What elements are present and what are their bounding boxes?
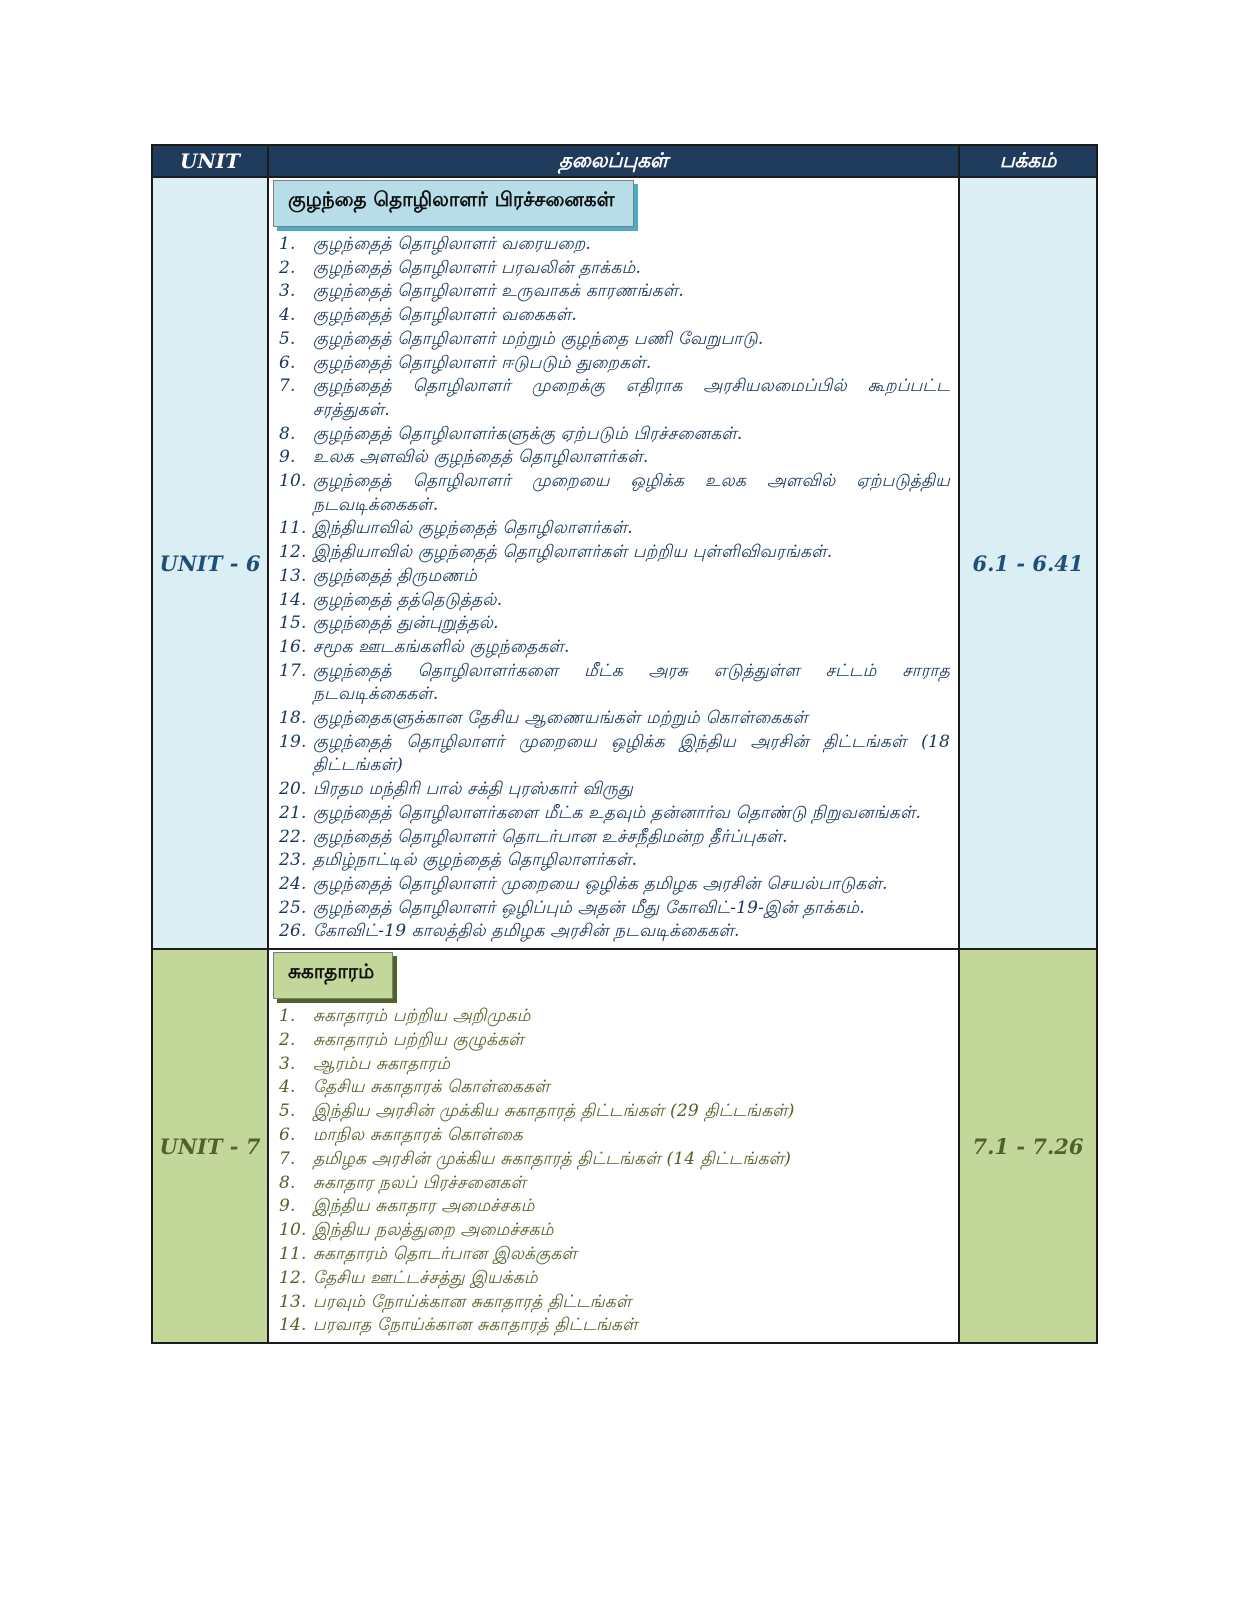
item-text: கோவிட்-19 காலத்தில் தமிழக அரசின் நடவடிக்கைகள். (313, 921, 740, 942)
item-number: 12. (279, 542, 307, 563)
list-item (279, 1219, 950, 1243)
page-range: 7.1 - 7.26 (959, 949, 1097, 1343)
topic-list (273, 1005, 950, 1338)
list-item (279, 517, 950, 541)
item-text: குழந்தைத் தொழிலாளர் உருவாகக் காரணங்கள். (313, 281, 684, 302)
item-number: 12. (279, 1267, 307, 1288)
item-text: குழந்தைத் தொழிலாளர் முறையை ஒழிக்க உலக அளவில் ஏற்படுத்திய நடவடிக்கைகள். (313, 471, 950, 515)
section-title: குழந்தை தொழிலாளர் பிரச்சனைகள் (273, 180, 634, 227)
unit-row-6 (152, 177, 1097, 949)
item-text: குழந்தைகளுக்கான தேசிய ஆணையங்கள் மற்றும் கொள்கைகள் (313, 708, 809, 729)
item-number: 7. (279, 1148, 296, 1169)
list-item (279, 826, 950, 850)
item-text: குழந்தைத் தொழிலாளர் ஈடுபடும் துறைகள். (313, 352, 652, 373)
list-item (279, 849, 950, 873)
topics-cell (268, 949, 959, 1343)
item-text: குழந்தைத் தொழிலாளர்களை மீட்க உதவும் தன்னார்வ தொண்டு நிறுவனங்கள். (313, 802, 922, 823)
item-number: 16. (279, 636, 307, 657)
list-item (279, 897, 950, 921)
list-item (279, 778, 950, 802)
item-text: இந்திய சுகாதார அமைச்சகம் (313, 1196, 535, 1217)
item-text: சுகாதாரம் பற்றிய அறிமுகம் (313, 1006, 531, 1027)
item-number: 3. (279, 281, 296, 302)
item-number: 6. (279, 352, 296, 373)
item-number: 11. (279, 518, 307, 539)
item-number: 3. (279, 1053, 296, 1074)
item-number: 18. (279, 708, 307, 729)
list-item (279, 1005, 950, 1029)
list-item (279, 1243, 950, 1267)
item-number: 22. (279, 826, 307, 847)
list-item (279, 589, 950, 613)
item-number: 10. (279, 1220, 307, 1241)
item-text: குழந்தைத் தொழிலாளர் மற்றும் குழந்தை பணி வேறுபாடு. (313, 328, 764, 349)
header-row (152, 145, 1097, 177)
item-number: 24. (279, 873, 307, 894)
item-number: 9. (279, 447, 296, 468)
item-number: 5. (279, 328, 296, 349)
item-text: இந்திய நலத்துறை அமைச்சகம் (313, 1220, 554, 1241)
item-number: 2. (279, 1029, 296, 1050)
item-number: 23. (279, 850, 307, 871)
item-text: குழந்தைத் துன்புறுத்தல். (313, 613, 499, 634)
item-text: குழந்தைத் தொழிலாளர்களுக்கு ஏற்படும் பிரச்சனைகள். (313, 423, 743, 444)
list-item (279, 565, 950, 589)
item-text: தேசிய சுகாதாரக் கொள்கைகள் (313, 1077, 550, 1098)
item-text: மாநில சுகாதாரக் கொள்கை (313, 1125, 523, 1146)
item-text: ஆரம்ப சுகாதாரம் (313, 1053, 451, 1074)
list-item (279, 375, 950, 422)
list-item (279, 233, 950, 257)
item-text: தேசிய ஊட்டச்சத்து இயக்கம் (313, 1267, 538, 1288)
item-number: 9. (279, 1196, 296, 1217)
item-number: 14. (279, 589, 307, 610)
list-item (279, 873, 950, 897)
list-item (279, 257, 950, 281)
item-text: இந்தியாவில் குழந்தைத் தொழிலாளர்கள் பற்றிய புள்ளிவிவரங்கள். (313, 542, 833, 563)
item-number: 8. (279, 423, 296, 444)
list-item (279, 446, 950, 470)
item-text: குழந்தைத் தொழிலாளர்களை மீட்க அரசு எடுத்துள்ள சட்டம் சாராத நடவடிக்கைகள். (313, 660, 950, 705)
unit-label: UNIT - 6 (152, 177, 268, 949)
item-number: 20. (279, 779, 307, 800)
page-range: 6.1 - 6.41 (959, 177, 1097, 949)
list-item (279, 1195, 950, 1219)
list-item (279, 1314, 950, 1338)
list-item (279, 660, 950, 707)
item-number: 4. (279, 305, 296, 326)
item-number: 4. (279, 1077, 296, 1098)
list-item (279, 1053, 950, 1077)
list-item (279, 328, 950, 352)
list-item (279, 612, 950, 636)
contents-table (151, 144, 1098, 1344)
list-item (279, 707, 950, 731)
item-number: 15. (279, 613, 307, 634)
list-item (279, 541, 950, 565)
list-item (279, 636, 950, 660)
list-item (279, 1267, 950, 1291)
list-item (279, 1124, 950, 1148)
topic-list (273, 233, 950, 944)
list-item (279, 470, 950, 517)
item-text: குழந்தைத் தொழிலாளர் பரவலின் தாக்கம். (313, 257, 642, 278)
item-text: குழந்தைத் தத்தெடுத்தல். (313, 589, 503, 610)
item-text: குழந்தைத் தொழிலாளர் முறைக்கு எதிராக அரசியலமைப்பில் கூறப்பட்ட சரத்துகள். (313, 376, 950, 420)
list-item (279, 352, 950, 376)
list-item (279, 1148, 950, 1172)
item-number: 11. (279, 1244, 307, 1265)
list-item (279, 1172, 950, 1196)
list-item (279, 731, 950, 778)
item-text: குழந்தைத் தொழிலாளர் வரையறை. (313, 234, 591, 254)
list-item (279, 1291, 950, 1315)
item-number: 17. (279, 660, 307, 681)
item-number: 2. (279, 257, 296, 278)
topics-cell (268, 177, 959, 949)
item-number: 13. (279, 565, 307, 586)
item-number: 26. (279, 921, 307, 942)
item-number: 6. (279, 1125, 296, 1146)
item-text: உலக அளவில் குழந்தைத் தொழிலாளர்கள். (313, 447, 649, 468)
header-pages: பக்கம் (959, 145, 1097, 177)
item-text: குழந்தைத் தொழிலாளர் முறையை ஒழிக்க இந்திய அரசின் திட்டங்கள் (18 திட்டங்கள்) (313, 731, 950, 776)
item-text: பரவாத நோய்க்கான சுகாதாரத் திட்டங்கள் (313, 1315, 638, 1336)
list-item (279, 280, 950, 304)
item-number: 1. (279, 1006, 296, 1027)
list-item (279, 423, 950, 447)
item-text: தமிழக அரசின் முக்கிய சுகாதாரத் திட்டங்கள் (14 திட்டங்கள்) (313, 1148, 792, 1169)
list-item (279, 1076, 950, 1100)
item-number: 1. (279, 234, 296, 254)
list-item (279, 802, 950, 826)
item-number: 25. (279, 897, 307, 918)
item-text: குழந்தைத் தொழிலாளர் ஒழிப்பும் அதன் மீது கோவிட்-19-இன் தாக்கம். (313, 897, 865, 918)
unit-row-7 (152, 949, 1097, 1343)
item-text: சமூக ஊடகங்களில் குழந்தைகள். (313, 636, 570, 657)
item-text: குழந்தைத் தொழிலாளர் முறையை ஒழிக்க தமிழக அரசின் செயல்பாடுகள். (313, 873, 888, 894)
item-text: இந்தியாவில் குழந்தைத் தொழிலாளர்கள். (313, 518, 633, 539)
item-number: 13. (279, 1291, 307, 1312)
item-text: சுகாதார நலப் பிரச்சனைகள் (313, 1172, 527, 1193)
item-number: 21. (279, 802, 307, 823)
header-topics: தலைப்புகள் (268, 145, 959, 177)
item-text: பிரதம மந்திரி பால் சக்தி புரஸ்கார் விருது (313, 779, 634, 800)
item-text: குழந்தைத் தொழிலாளர் தொடர்பான உச்சநீதிமன்ற தீர்ப்புகள். (313, 826, 788, 847)
item-number: 8. (279, 1172, 296, 1193)
item-text: தமிழ்நாட்டில் குழந்தைத் தொழிலாளர்கள். (313, 850, 638, 871)
item-number: 5. (279, 1101, 296, 1122)
item-text: இந்திய அரசின் முக்கிய சுகாதாரத் திட்டங்கள் (29 திட்டங்கள்) (313, 1101, 795, 1122)
item-number: 19. (279, 731, 307, 752)
item-number: 7. (279, 376, 296, 397)
item-text: குழந்தைத் தொழிலாளர் வகைகள். (313, 305, 578, 326)
list-item (279, 304, 950, 328)
section-title: சுகாதாரம் (273, 952, 393, 999)
item-text: சுகாதாரம் பற்றிய குழுக்கள் (313, 1029, 524, 1050)
unit-label: UNIT - 7 (152, 949, 268, 1343)
item-text: சுகாதாரம் தொடர்பான இலக்குகள் (313, 1244, 578, 1265)
list-item (279, 1029, 950, 1053)
item-number: 10. (279, 471, 307, 492)
list-item (279, 920, 950, 944)
header-unit: UNIT (152, 145, 268, 177)
list-item (279, 1100, 950, 1124)
item-text: குழந்தைத் திருமணம் (313, 565, 478, 586)
item-text: பரவும் நோய்க்கான சுகாதாரத் திட்டங்கள் (313, 1291, 632, 1312)
item-number: 14. (279, 1315, 307, 1336)
